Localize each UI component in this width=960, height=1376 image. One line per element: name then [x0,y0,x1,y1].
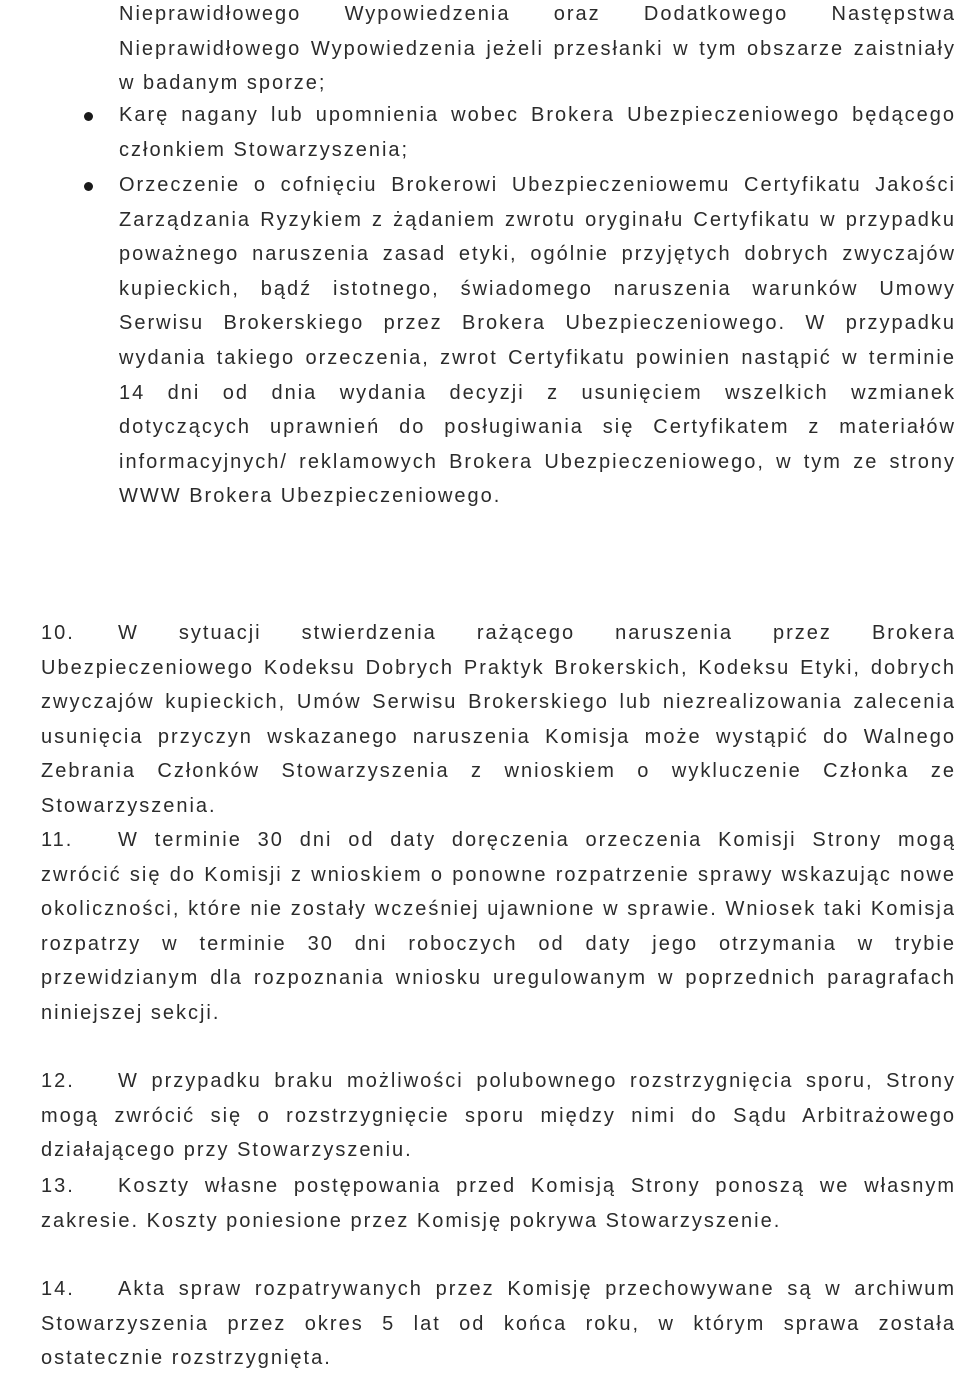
item-number: 10. [41,622,75,644]
item-number: 12. [41,1070,75,1092]
item-number: 11. [41,829,74,851]
bullet-text: Orzeczenie o cofnięciu Brokerowi Ubezpieczeniowemu Certyfikatu Jakości Zarządzania Ryzykiem z żądaniem zwrotu oryginału Certyfikatu w przypadku poważnego naruszenia zasad etyki, ogólnie przyjętych dobrych zwyczajów kupieckich, bądź istotnego, świadomego naruszenia warunków Umowy Serwisu Brokerskiego przez Brokera Ubezpieczeniowego. W przypadku wydania takiego orzeczenia, zwrot Certyfikatu powinien nastąpić w terminie 14 dni od dnia wydania decyzji z usunięciem wszelkich wzmianek dotyczących uprawnień do posługiwania się Certyfikatem z materiałów informacyjnych/ reklamowych Brokera Ubezpieczeniowego, w tym ze strony WWW Brokera Ubezpieczeniowego. [119,174,956,508]
item-number: 14. [41,1278,75,1300]
bullet-icon [84,182,93,191]
item-text: Akta spraw rozpatrywanych przez Komisję przechowywane są w archiwum Stowarzyszenia przez okres 5 lat od końca roku, w którym sprawa została ostatecznie rozstrzygnięta. [41,1278,956,1370]
bullet-text: Karę nagany lub upomnienia wobec Brokera Ubezpieczeniowego będącego członkiem Stowarzyszenia; [119,104,956,161]
item-text: Koszty własne postępowania przed Komisją Strony ponoszą we własnym zakresie. Koszty poniesione przez Komisję pokrywa Stowarzyszenie. [41,1175,956,1232]
bullet-icon [84,112,93,121]
item-text: W przypadku braku możliwości polubownego rozstrzygnięcia sporu, Strony mogą zwrócić się o rozstrzygnięcie sporu między nimi do Sądu Arbitrażowego działającego przy Stowarzyszeniu. [41,1070,956,1162]
item-text: W sytuacji stwierdzenia rażącego naruszenia przez Brokera Ubezpieczeniowego Kodeksu Dobrych Praktyk Brokerskich, Kodeksu Etyki, dobrych zwyczajów kupieckich, Umów Serwisu Brokerskiego lub niezrealizowania zalecenia usunięcia przyczyn wskazanego naruszenia Komisja może wystąpić do Walnego Zebrania Członków Stowarzyszenia z wnioskiem o wykluczenie Członka ze Stowarzyszenia. [41,622,956,817]
item-number: 13. [41,1175,75,1197]
continuation-paragraph: Nieprawidłowego Wypowiedzenia oraz Dodatkowego Następstwa Nieprawidłowego Wypowiedzenia jeżeli przesłanki w tym obszarze zaistniały w badanym sporze; [119,3,956,95]
item-text: W terminie 30 dni od daty doręczenia orzeczenia Komisji Strony mogą zwrócić się do Komisji z wnioskiem o ponowne rozpatrzenie sprawy wskazując nowe okoliczności, które nie zostały wcześniej ujawnione w sprawie. Wniosek taki Komisja rozpatrzy w terminie 30 dni roboczych od daty jego otrzymania w trybie przewidzianym dla rozpoznania wniosku uregulowanym w poprzednich paragrafach niniejszej sekcji. [41,829,956,1024]
